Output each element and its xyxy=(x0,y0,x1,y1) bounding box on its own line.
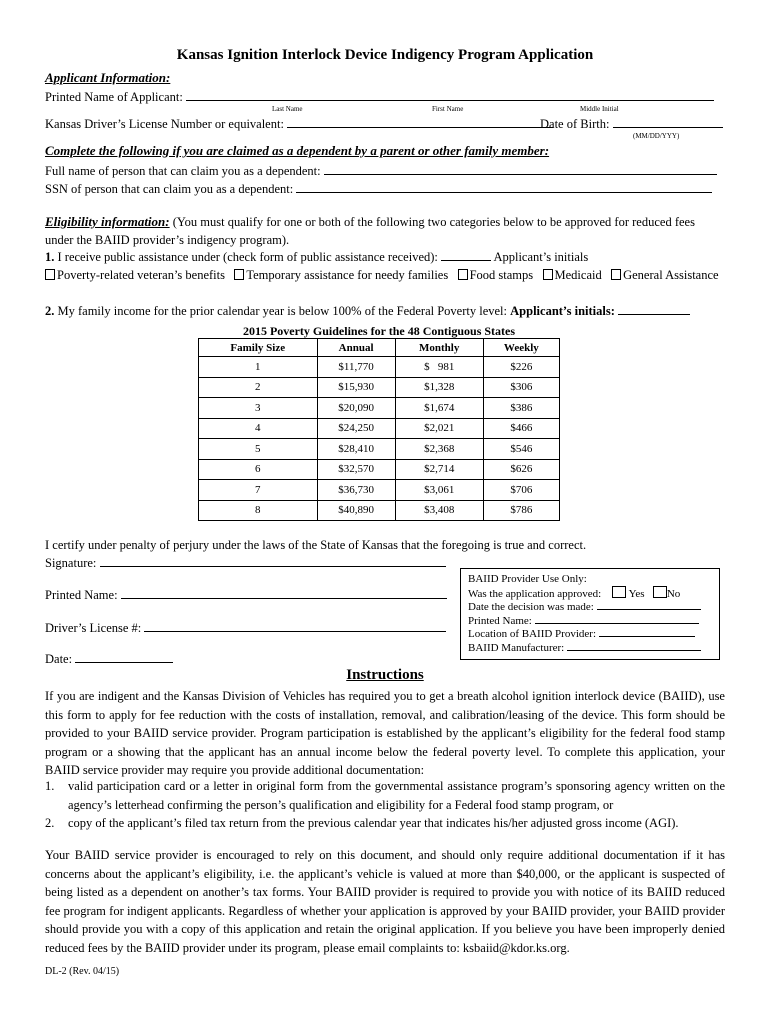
applicant-heading: Applicant Information: xyxy=(45,70,171,85)
dob-format-caption: (MM/DD/YYY) xyxy=(633,132,680,140)
poverty-table-body xyxy=(199,357,560,521)
location-label: Location of BAIID Provider: xyxy=(468,628,596,640)
dob-label: Date of Birth: xyxy=(540,117,610,131)
eligibility-item-2 xyxy=(45,303,690,319)
item-2-initials-label: Applicant’s initials: xyxy=(510,304,615,318)
cert-license-row xyxy=(45,620,446,636)
middle-initial-caption: Middle Initial xyxy=(580,105,619,113)
dob-field[interactable] xyxy=(613,116,723,128)
approved-label: Was the application approved: xyxy=(468,588,602,600)
checkbox-icon xyxy=(234,269,244,280)
option-food-stamps[interactable] xyxy=(458,268,534,282)
option-label: General Assistance xyxy=(623,268,719,282)
dependent-ssn-label: SSN of person that can claim you as a dependent: xyxy=(45,182,294,196)
list-text: valid participation card or a letter in original form from the governmental assistance program’s sponsoring agency written on the agency’s letterhead confirming the person’s qualification and eligibility for a Federal food stamp program, or xyxy=(68,779,725,812)
printed-name-label: Printed Name of Applicant: xyxy=(45,90,183,104)
decision-date-row xyxy=(468,600,701,613)
decision-date-label: Date the decision was made: xyxy=(468,601,594,613)
col-weekly: Weekly xyxy=(483,339,559,357)
list-number: 2. xyxy=(45,816,55,830)
table-cell: $626 xyxy=(483,459,559,480)
table-header-row xyxy=(199,339,560,357)
table-cell: $2,714 xyxy=(395,459,483,480)
license-field[interactable] xyxy=(287,116,553,128)
provider-box-heading: BAIID Provider Use Only: xyxy=(468,573,587,585)
cert-printed-name-field[interactable] xyxy=(121,587,447,599)
first-name-caption: First Name xyxy=(432,105,464,113)
table-row xyxy=(199,459,560,480)
instructions-list-item-1 xyxy=(45,777,725,814)
eligibility-intro: (You must qualify for one or both of the following two categories below to be approved for reduced fees xyxy=(172,215,695,229)
option-veterans[interactable] xyxy=(45,268,225,282)
provider-use-box xyxy=(460,568,720,660)
checkbox-icon xyxy=(543,269,553,280)
instructions-heading: Instructions xyxy=(346,667,424,683)
checkbox-icon xyxy=(45,269,55,280)
option-tanf[interactable] xyxy=(234,268,448,282)
table-cell: 3 xyxy=(199,398,318,419)
item-1-initials-label: Applicant’s initials xyxy=(493,250,589,264)
item-1-number: 1. xyxy=(45,250,55,264)
item-2-number: 2. xyxy=(45,304,55,318)
dependent-heading: Complete the following if you are claimed as a dependent by a parent or other family member: xyxy=(45,143,550,158)
poverty-table xyxy=(198,338,560,521)
table-cell: $306 xyxy=(483,377,559,398)
decision-date-field[interactable] xyxy=(597,600,701,610)
manufacturer-label: BAIID Manufacturer: xyxy=(468,642,565,654)
license-row xyxy=(45,116,553,132)
table-cell: $386 xyxy=(483,398,559,419)
table-row xyxy=(199,398,560,419)
poverty-table-title: 2015 Poverty Guidelines for the 48 Contiguous States xyxy=(242,324,516,338)
location-row xyxy=(468,627,695,640)
instructions-paragraph-2: Your BAIID service provider is encouraged to rely on this document, and should only require additional documentation if it has concerns about the applicant’s eligibility, i.e. the applicant’s vehicle is valued at more than $40,000, or the applicant is suspected of being listed as a dependent on another’s tax forms. Your BAIID provider is required to provide you with notice of its BAIID reduced fee program for indigent applicants. Regardless of whether your application is approved by your BAIID provider, your BAIID provider should provide you with a copy of this application and retain the original application. If you believe you have been improperly denied reduced fees by the BAIID provider under its program, please email complaints to: ksbaiid@kdor.ks.org. xyxy=(45,848,725,955)
table-cell: $546 xyxy=(483,439,559,460)
col-monthly: Monthly xyxy=(395,339,483,357)
list-text: copy of the applicant’s filed tax return from the previous calendar year that indicates his/her adjusted gross income (AGI). xyxy=(68,816,679,830)
col-annual: Annual xyxy=(317,339,395,357)
yes-checkbox[interactable] xyxy=(612,586,626,598)
item-2-text: My family income for the prior calendar year is below 100% of the Federal Poverty level: xyxy=(57,304,508,318)
instructions-paragraph-1: If you are indigent and the Kansas Division of Vehicles has required you to get a breath alcohol ignition interlock device (BAIID), use this form to apply for fee reduction with the costs of installation, removal, and calibration/leasing of the device. This form should be provided to your BAIID service provider. Program participation is established by the applicant’s eligibility for the federal food stamp program or a showing that the applicant has an annual income below the federal poverty level. To complete this application, your BAIID service provider may require you provide additional documentation: xyxy=(45,689,725,777)
table-cell: $1,674 xyxy=(395,398,483,419)
assistance-options xyxy=(45,268,719,283)
table-cell: $3,408 xyxy=(395,500,483,521)
printed-name-field[interactable] xyxy=(186,89,714,101)
no-label: No xyxy=(666,588,681,600)
table-cell: $32,570 xyxy=(317,459,395,480)
table-cell: $706 xyxy=(483,480,559,501)
eligibility-item-1 xyxy=(45,249,588,265)
checkbox-icon xyxy=(611,269,621,280)
table-row xyxy=(199,500,560,521)
table-cell: $ 981 xyxy=(395,357,483,378)
eligibility-intro-cont: under the BAIID provider’s indigency program). xyxy=(45,233,290,247)
eligibility-heading: Eligibility information: xyxy=(45,214,170,229)
option-label: Poverty-related veteran’s benefits xyxy=(57,268,225,282)
table-cell: 7 xyxy=(199,480,318,501)
cert-printed-name-label: Printed Name: xyxy=(45,588,118,602)
printed-name-row xyxy=(45,89,714,105)
table-cell: $20,090 xyxy=(317,398,395,419)
item-2-initials-field[interactable] xyxy=(618,303,690,315)
table-cell: $11,770 xyxy=(317,357,395,378)
provider-printed-name-field[interactable] xyxy=(535,614,699,624)
cert-date-field[interactable] xyxy=(75,651,173,663)
table-row xyxy=(199,357,560,378)
dob-row xyxy=(540,116,723,132)
signature-label: Signature: xyxy=(45,556,97,570)
option-medicaid[interactable] xyxy=(543,268,602,282)
instructions-list-item-2 xyxy=(45,814,725,833)
table-cell: $226 xyxy=(483,357,559,378)
dependent-name-label: Full name of person that can claim you as a dependent: xyxy=(45,164,321,178)
table-cell: $40,890 xyxy=(317,500,395,521)
yes-label: Yes xyxy=(628,588,645,600)
table-cell: 4 xyxy=(199,418,318,439)
provider-printed-name-label: Printed Name: xyxy=(468,615,532,627)
option-label: Food stamps xyxy=(469,268,534,282)
table-cell: $3,061 xyxy=(395,480,483,501)
table-row xyxy=(199,480,560,501)
table-cell: $15,930 xyxy=(317,377,395,398)
certify-statement: I certify under penalty of perjury under the laws of the State of Kansas that the foregoing is true and correct. xyxy=(45,538,587,552)
table-cell: 6 xyxy=(199,459,318,480)
table-cell: 8 xyxy=(199,500,318,521)
item-1-text: I receive public assistance under (check form of public assistance received): xyxy=(57,250,438,264)
item-1-initials-field[interactable] xyxy=(441,249,491,261)
table-row xyxy=(199,377,560,398)
table-cell: 1 xyxy=(199,357,318,378)
cert-date-label: Date: xyxy=(45,652,73,666)
page-title: Kansas Ignition Interlock Device Indigency Program Application xyxy=(176,47,594,63)
table-cell: $1,328 xyxy=(395,377,483,398)
table-cell: $466 xyxy=(483,418,559,439)
table-cell: 5 xyxy=(199,439,318,460)
no-checkbox[interactable] xyxy=(653,586,667,598)
signature-row xyxy=(45,555,446,571)
table-cell: 2 xyxy=(199,377,318,398)
option-label: Medicaid xyxy=(554,268,602,282)
table-cell: $28,410 xyxy=(317,439,395,460)
license-label: Kansas Driver’s License Number or equivalent: xyxy=(45,117,284,131)
location-field[interactable] xyxy=(599,627,695,637)
table-cell: $36,730 xyxy=(317,480,395,501)
dependent-ssn-row xyxy=(45,181,712,197)
checkbox-icon xyxy=(458,269,468,280)
dependent-name-field[interactable] xyxy=(324,163,717,175)
last-name-caption: Last Name xyxy=(272,105,303,113)
provider-printed-name-row xyxy=(468,614,699,627)
manufacturer-row xyxy=(468,641,701,654)
cert-date-row xyxy=(45,651,173,667)
cert-license-field[interactable] xyxy=(144,620,446,632)
approved-row xyxy=(468,586,680,600)
cert-license-label: Driver’s License #: xyxy=(45,621,142,635)
eligibility-row xyxy=(45,214,695,230)
form-id: DL-2 (Rev. 04/15) xyxy=(45,966,120,977)
signature-field[interactable] xyxy=(100,555,446,567)
table-cell: $2,021 xyxy=(395,418,483,439)
table-cell: $786 xyxy=(483,500,559,521)
table-row xyxy=(199,439,560,460)
dependent-ssn-field[interactable] xyxy=(296,181,712,193)
manufacturer-field[interactable] xyxy=(567,641,701,651)
option-label: Temporary assistance for needy families xyxy=(246,268,449,282)
option-general-assistance[interactable] xyxy=(611,268,718,282)
table-row xyxy=(199,418,560,439)
col-family-size: Family Size xyxy=(199,339,318,357)
list-number: 1. xyxy=(45,779,55,793)
table-cell: $24,250 xyxy=(317,418,395,439)
dependent-name-row xyxy=(45,163,717,179)
table-cell: $2,368 xyxy=(395,439,483,460)
cert-printed-name-row xyxy=(45,587,447,603)
